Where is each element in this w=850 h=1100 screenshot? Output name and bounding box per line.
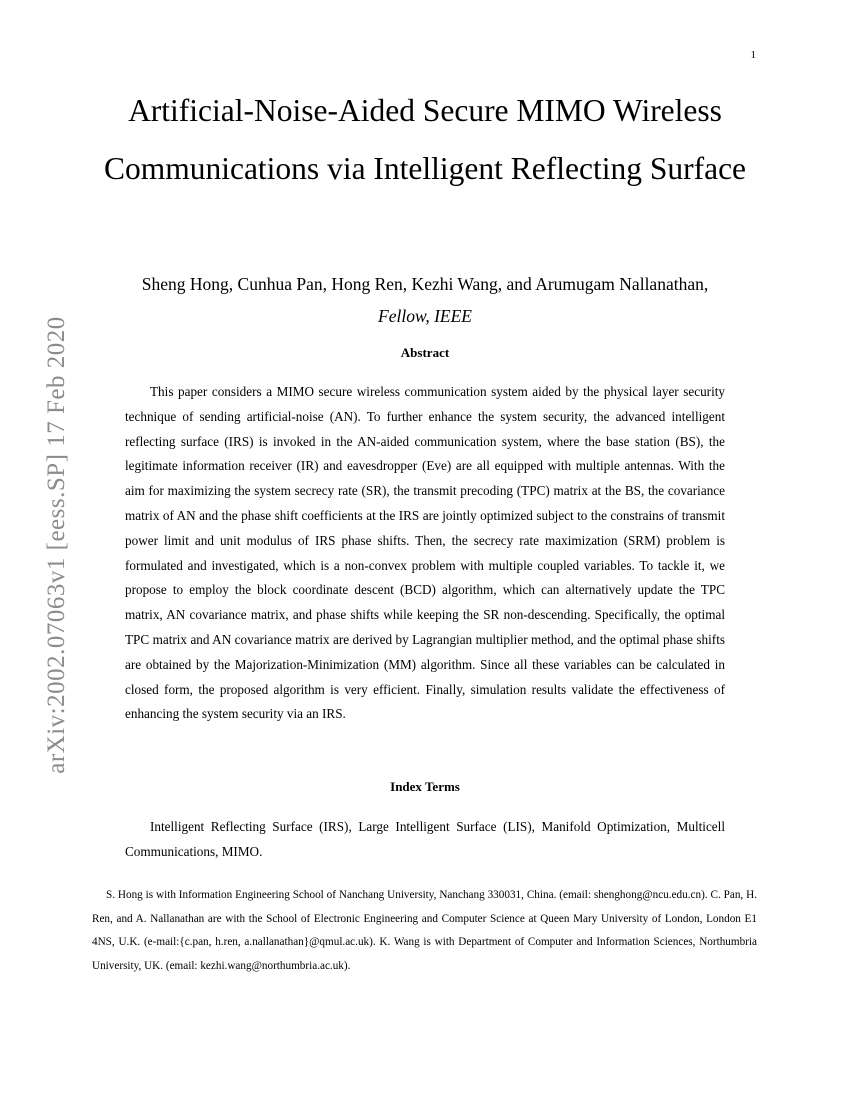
author-block [60,268,790,332]
index-terms-text: Intelligent Reflecting Surface (IRS), Large Intelligent Surface (LIS), Manifold Optimization, Multicell Communications, MIMO. [125,819,725,859]
paper-title [90,82,760,198]
page-number: 1 [750,49,756,61]
author-fellow-designation: Fellow, IEEE [378,306,472,326]
abstract-heading: Abstract [400,345,450,360]
index-terms-heading: Index Terms [390,779,460,794]
abstract-text: This paper considers a MIMO secure wireless communication system aided by the physical layer security technique of sending artificial-noise (AN). To further enhance the system security, the advanced intelligent reflecting surface (IRS) is invoked in the AN-aided communication system, where the base station (BS), the legitimate information receiver (IR) and eavesdropper (Eve) are all equipped with multiple antennas. With the aim for maximizing the system secrecy rate (SR), the transmit precoding (TPC) matrix at the BS, the covariance matrix of AN and the phase shift coefficients at the IRS are jointly optimized subject to the constrains of transmit power limit and unit modulus of IRS phase shifts. Then, the secrecy rate maximization (SRM) problem is formulated and investigated, which is a non-convex problem with multiple coupled variables. To tackle it, we propose to employ the block coordinate descent (BCD) algorithm, which can alternatively update the TPC matrix, AN covariance matrix, and phase shifts while keeping the SR non-descending. Specifically, the optimal TPC matrix and AN covariance matrix are derived by Lagrangian multiplier method, and the optimal phase shifts are obtained by the Majorization-Minimization (MM) algorithm. Since all these variables can be calculated in closed form, the proposed algorithm is very efficient. Finally, simulation results validate the effectiveness of enhancing the system security via an IRS. [125,384,725,722]
arxiv-identifier-stamp[interactable]: arXiv:2002.07063v1 [eess.SP] 17 Feb 2020 [43,316,70,774]
author-affiliation-footnote: S. Hong is with Information Engineering School of Nanchang University, Nanchang 330031, China. (email: shenghong@ncu.edu.cn). C. Pan, H. Ren, and A. Nallanathan are with the School of Electronic Engineering and Computer Science at Queen Mary University of London, London E1 4NS, U.K. (e-mail:{c.pan, h.ren, a.nallanathan}@qmul.ac.uk). K. Wang is with Department of Computer and Information Sciences, Northumbria University, UK. (email: kezhi.wang@northumbria.ac.uk). [92,889,757,972]
author-names: Sheng Hong, Cunhua Pan, Hong Ren, Kezhi Wang, and Arumugam Nallanathan, [141,274,709,294]
paper-title-text: Artificial-Noise-Aided Secure MIMO Wireless Communications via Intelligent Reflecting Surface [103,93,747,186]
